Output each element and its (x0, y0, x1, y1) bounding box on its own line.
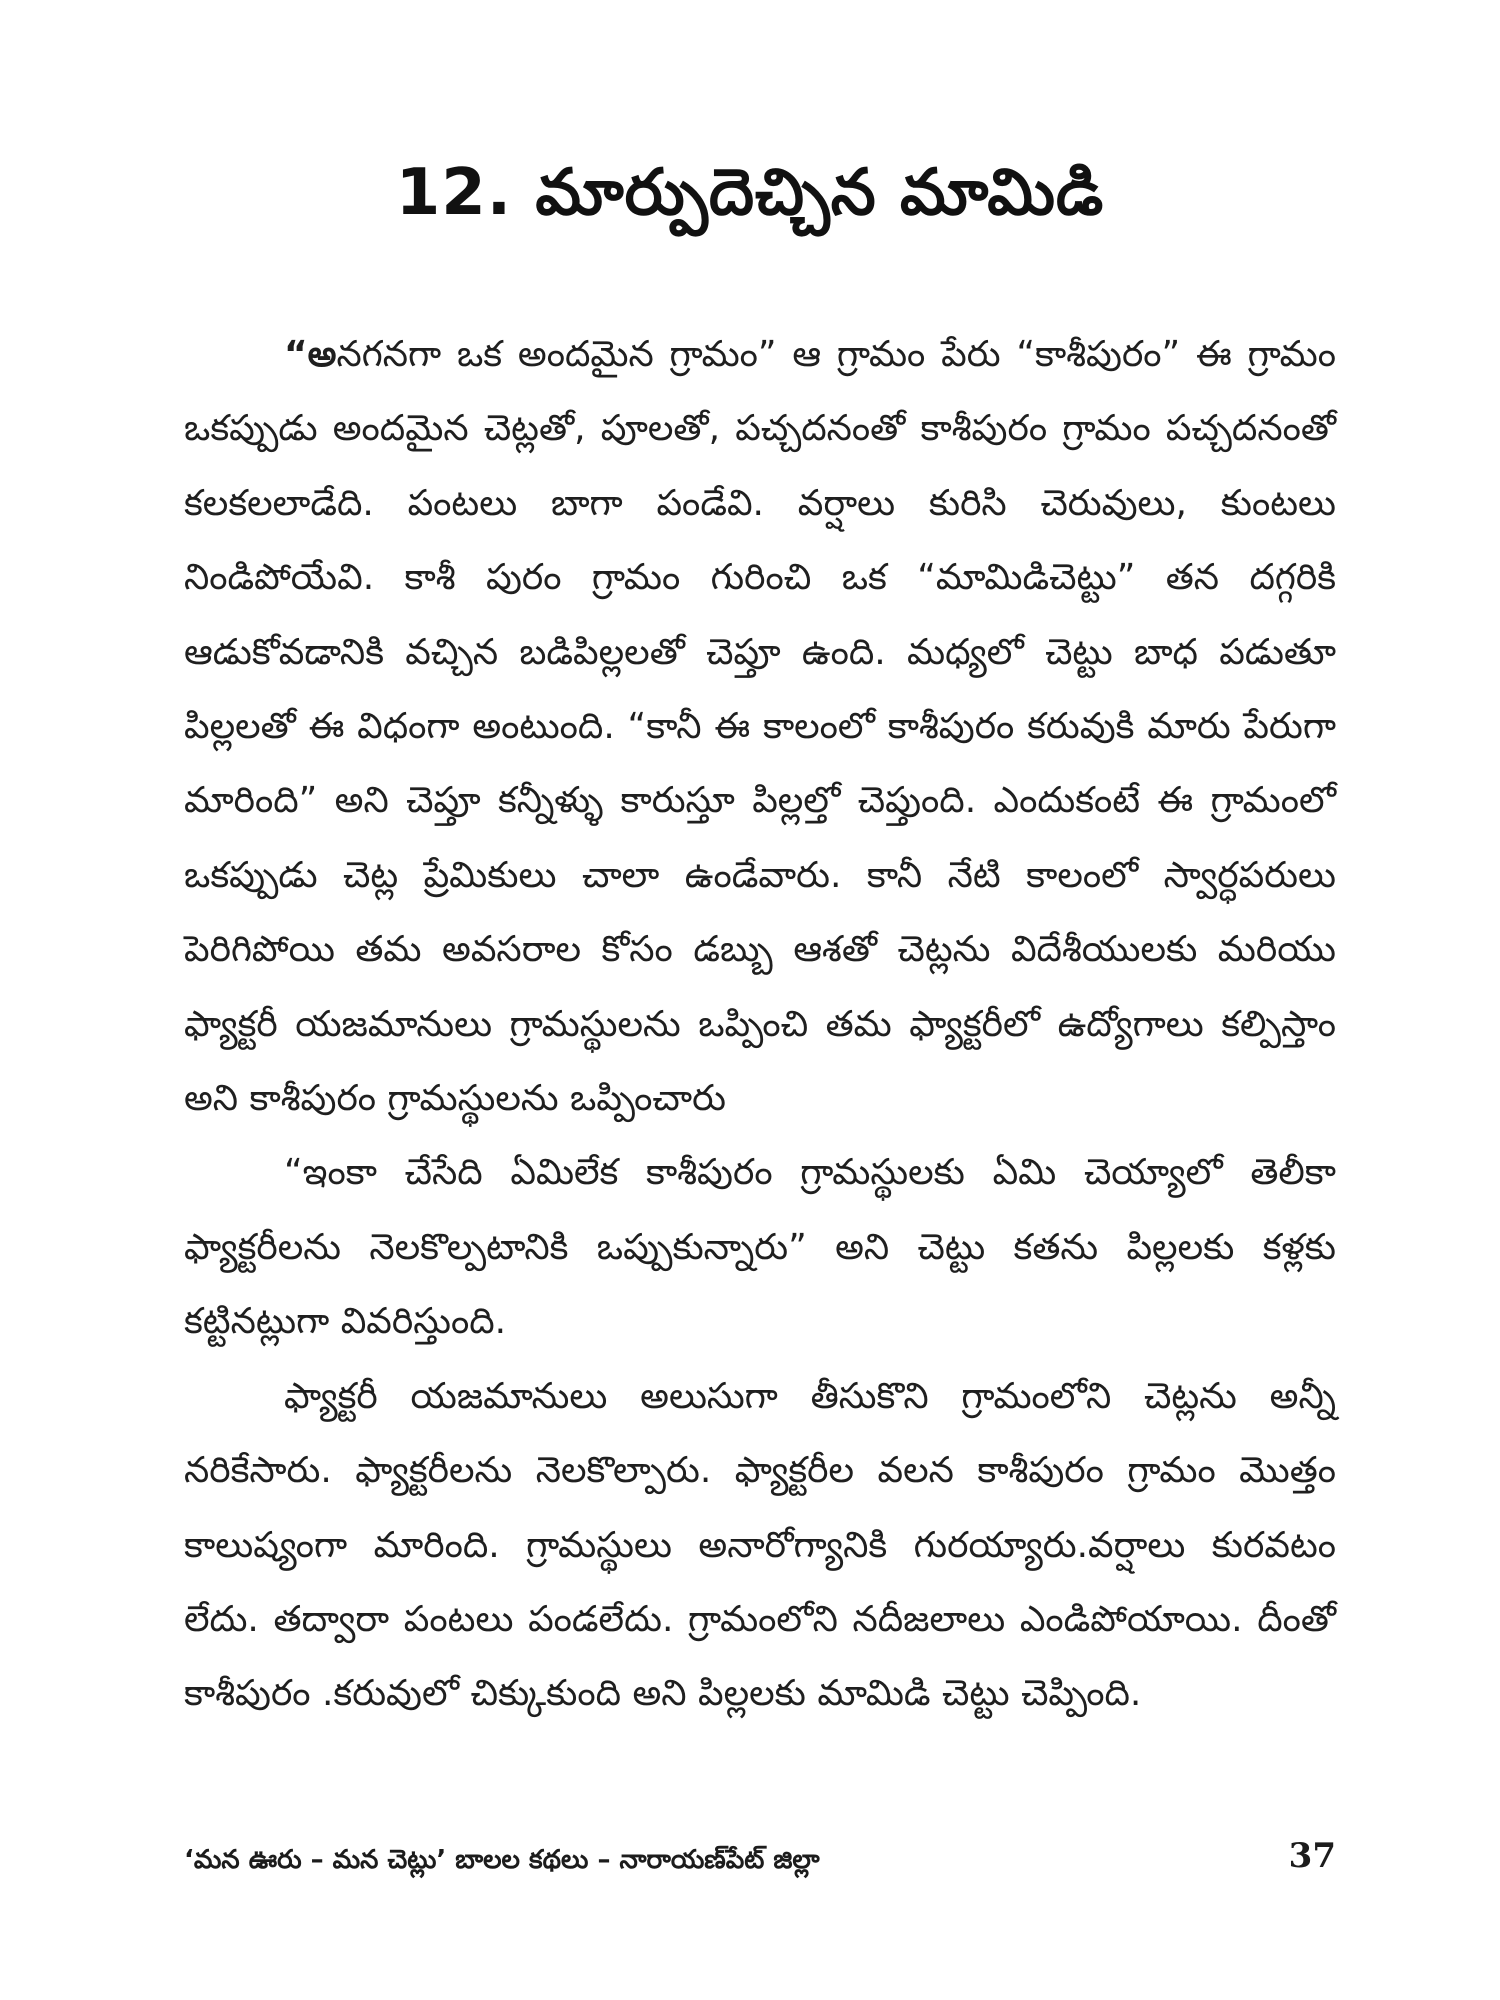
paragraph-1 (184, 318, 1336, 1136)
paragraph-1-text: నగనగా ఒక అందమైన గ్రామం” ఆ గ్రామం పేరు “కాశీపురం” ఈ గ్రామం ఒకప్పుడు అందమైన చెట్లతో, పూలతో, పచ్చదనంతో కాశీపురం గ్రామం పచ్చదనంతో కలకలలాడేది. పంటలు బాగా పండేవి. వర్షాలు కురిసి చెరువులు, కుంటలు నిండిపోయేవి. కాశీ పురం గ్రామం గురించి ఒక “మామిడిచెట్టు” తన దగ్గరికి ఆడుకోవడానికి వచ్చిన బడిపిల్లలతో చెప్తూ ఉంది. మధ్యలో చెట్టు బాధ పడుతూ పిల్లలతో ఈ విధంగా అంటుంది. “కానీ ఈ కాలంలో కాశీపురం కరువుకి మారు పేరుగా మారింది” అని చెప్తూ కన్నీళ్ళు కారుస్తూ పిల్లల్తో చెప్తుంది. ఎందుకంటే ఈ గ్రామంలో ఒకప్పుడు చెట్ల ప్రేమికులు చాలా ఉండేవారు. కానీ నేటి కాలంలో స్వార్ధపరులు పెరిగిపోయి తమ అవసరాల కోసం డబ్బు ఆశతో చెట్లను విదేశీయులకు మరియు ఫ్యాక్టరీ యజమానులు గ్రామస్థులను ఒప్పించి తమ ఫ్యాక్టరీలో ఉద్యోగాలు కల్పిస్తాం అని కాశీపురం గ్రామస్థులను ఒప్పించారు (184, 334, 1336, 1120)
story-body (184, 318, 1336, 1732)
story-title: 12. మార్పుదెచ్చిన మామిడి (395, 155, 1105, 230)
book-title: ‘మన ఊరు – మన చెట్లు’ బాలల కథలు – నారాయణ్‌పేట్ జిల్లా (184, 1845, 820, 1875)
page-footer (184, 1830, 1336, 1890)
paragraph-2: “ఇంకా చేసేది ఏమిలేక కాశీపురం గ్రామస్థులకు ఏమి చెయ్యాలో తెలీకా ఫ్యాక్టరీలను నెలకొల్పటానికి ఒప్పుకున్నారు” అని చెట్టు కతను పిల్లలకు కళ్లకు కట్టినట్లుగా వివరిస్తుంది. (184, 1152, 1336, 1343)
paragraph-3: ఫ్యాక్టరీ యజమానులు అలుసుగా తీసుకొని గ్రామంలోని చెట్లను అన్నీ నరికేసారు. ఫ్యాక్టరీలను నెలకొల్పారు. ఫ్యాక్టరీల వలన కాశీపురం గ్రామం మొత్తం కాలుష్యంగా మారింది. గ్రామస్థులు అనారోగ్యానికి గురయ్యారు.వర్షాలు కురవటం లేదు. తద్వారా పంటలు పండలేదు. గ్రామంలోని నదీజలాలు ఎండిపోయాయి. దీంతో కాశీపురం .కరువులో చిక్కుకుంది అని పిల్లలకు మామిడి చెట్టు చెప్పింది. (184, 1375, 1336, 1715)
page-number: 37 (1288, 1836, 1336, 1876)
opening-letter: “అ (284, 334, 337, 375)
